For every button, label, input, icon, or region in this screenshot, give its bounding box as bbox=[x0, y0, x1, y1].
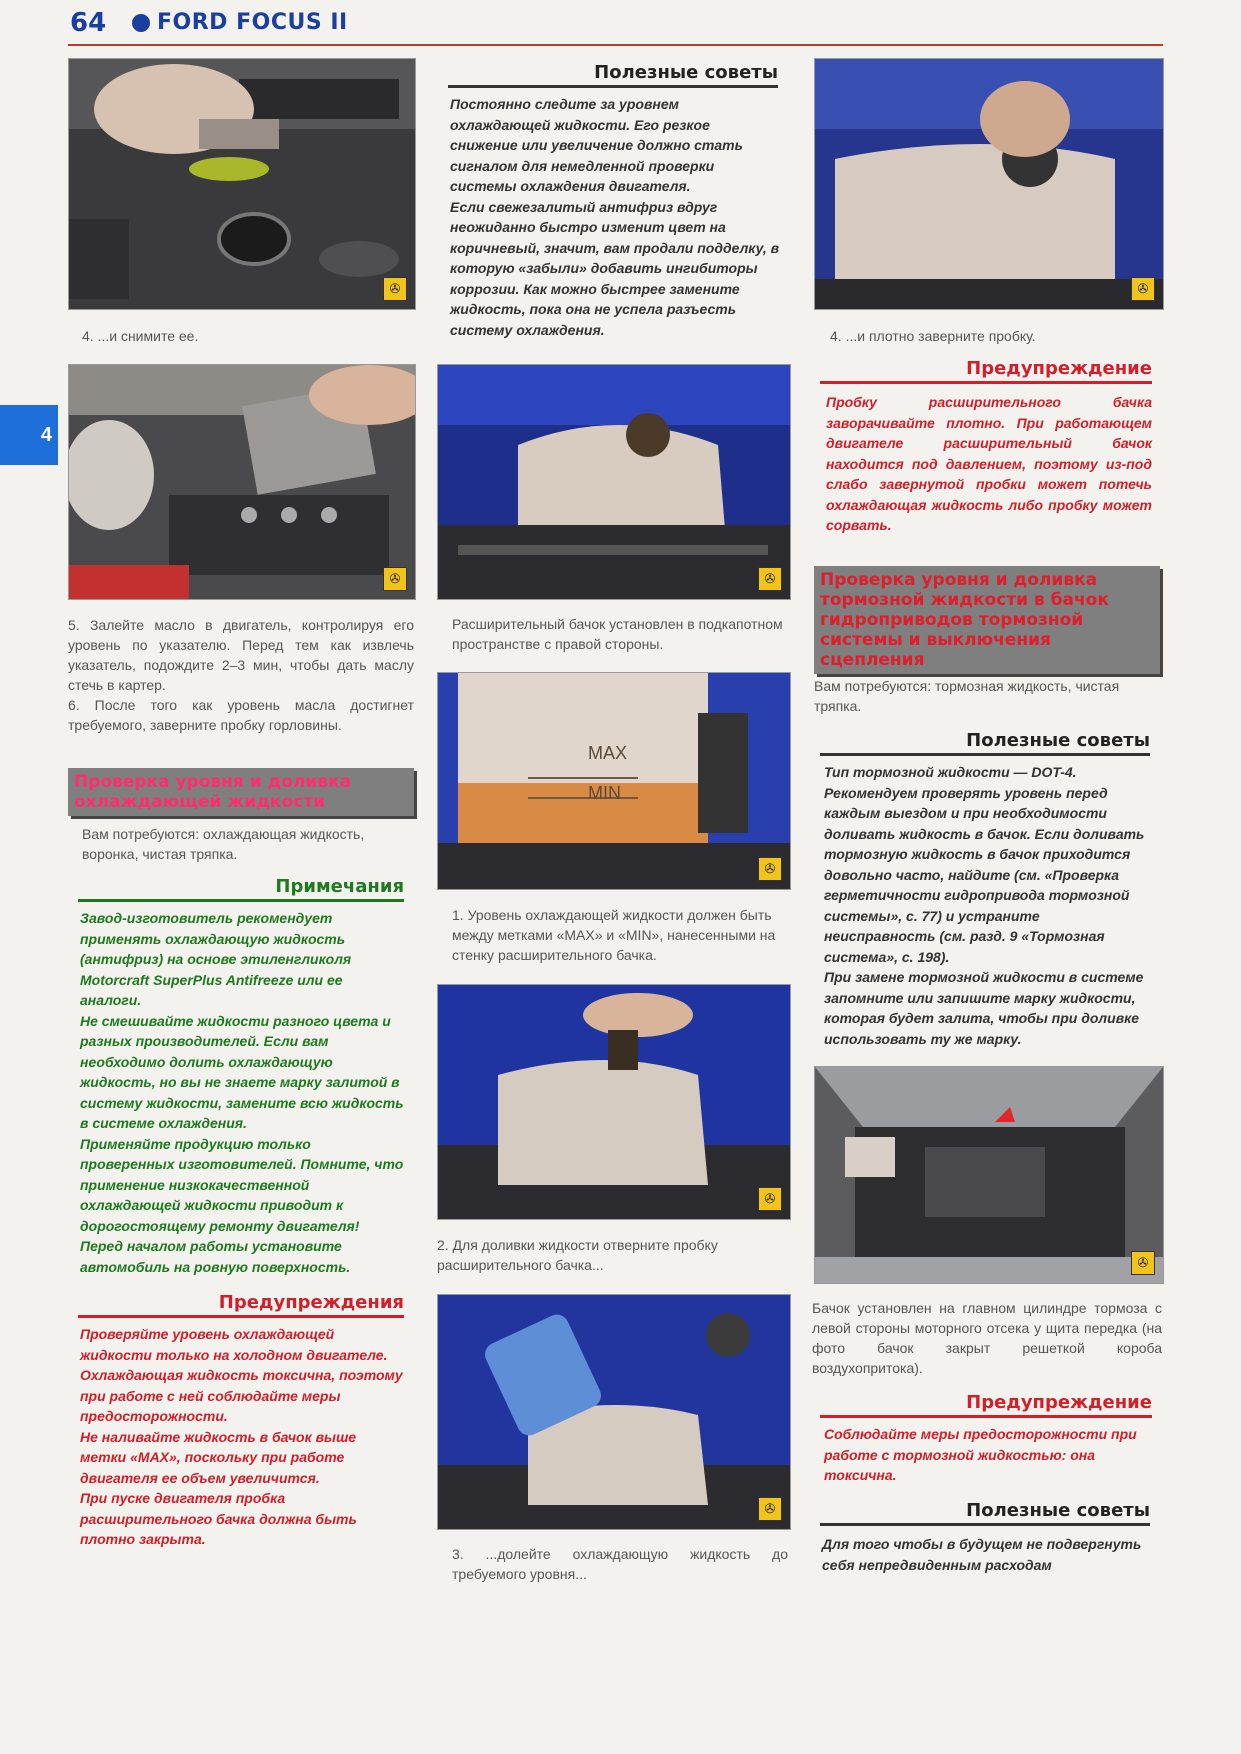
chapter-tab: 4 bbox=[0, 405, 58, 465]
warning-item: Не наливайте жидкость в бачок выше метки «MAX», поскольку при работе двигателя ее объем увеличится. bbox=[80, 1428, 357, 1486]
photo-caption: 3. ...долейте охлаждающую жидкость до требуемого уровня... bbox=[452, 1546, 788, 1582]
tips-text: Для того чтобы в будущем не подвергнуть себя непредвиденным расходам bbox=[822, 1536, 1142, 1573]
tool-icon: ✇ bbox=[1131, 277, 1155, 301]
photo-pour-oil bbox=[68, 364, 416, 600]
tip-item: Рекомендуем проверять уровень перед каждым выездом и при необходимости доливать жидкость в бачок. Если доливать тормозную жидкость в бачок приходится довольно часто, найдите (см. «Проверка герметичности гидропривода тормозной системы», с. 77) и устраните неисправность (см. разд. 9 «Тормозная система», с. 198). bbox=[824, 784, 1145, 965]
page-number: 64 bbox=[70, 8, 107, 38]
photo-expansion-tank bbox=[437, 364, 791, 600]
tool-icon: ✇ bbox=[758, 567, 782, 591]
photo-caption: 4. ...и снимите ее. bbox=[82, 328, 199, 344]
warning-heading: Предупреждение bbox=[820, 358, 1152, 384]
tool-icon: ✇ bbox=[383, 277, 407, 301]
tool-icon: ✇ bbox=[758, 1497, 782, 1521]
photo-tighten-cap bbox=[814, 58, 1164, 310]
photo-unscrew-cap bbox=[437, 984, 791, 1220]
brake-requirements: Вам потребуются: тормозная жидкость, чистая тряпка. bbox=[814, 678, 1120, 714]
note-item: Не смешивайте жидкости разного цвета и разных производителей. Если вам необходимо долить охлаждающую жидкость, но вы не знаете марку залитой в систему жидкости, замените всю жидкость в системе охлаждения. bbox=[80, 1012, 404, 1131]
tool-icon: ✇ bbox=[758, 857, 782, 881]
warnings-text bbox=[80, 1324, 404, 1550]
bullet-dot-icon bbox=[132, 14, 150, 32]
tip-item: Постоянно следите за уровнем охлаждающей жидкости. Его резкое снижение или увеличение должно стать сигналом для немедленной проверки системы охлаждения двигателя. bbox=[450, 96, 743, 194]
caption-step-5: 5. Залейте масло в двигатель, контролируя его уровень по указателю. Перед тем как извлечь указатель, подождите 2–3 мин, чтобы дать маслу стечь в картер. bbox=[68, 617, 414, 693]
section-title-coolant: Проверка уровня и доливка охлаждающей жидкости bbox=[68, 768, 414, 816]
photo-caption: Бачок установлен на главном цилиндре тормоза с левой стороны моторного отсека у щита передка (на фото бачок закрыт решеткой короба воздухопритока). bbox=[812, 1300, 1162, 1376]
tips-heading: Полезные советы bbox=[820, 730, 1150, 756]
tool-icon: ✇ bbox=[1131, 1251, 1155, 1275]
photo-max-min-marks bbox=[437, 672, 791, 890]
note-item: Применяйте продукцию только проверенных изготовителей. Помните, что применение низкокачественной охлаждающей жидкости приводит к дорогостоящему ремонту двигателя! bbox=[80, 1135, 404, 1234]
coolant-requirements: Вам потребуются: охлаждающая жидкость, воронка, чистая тряпка. bbox=[82, 826, 365, 862]
photo-engine-bay bbox=[814, 1066, 1164, 1284]
tip-item: Тип тормозной жидкости — DOT-4. bbox=[824, 764, 1077, 780]
header-divider bbox=[68, 44, 1163, 46]
warning-item: При пуске двигателя пробка расширительного бачка должна быть плотно закрыта. bbox=[80, 1490, 357, 1547]
min-mark-label: MIN bbox=[588, 783, 621, 803]
tip-item: Если свежезалитый антифриз вдруг неожиданно быстро изменит цвет на коричневый, значит, вам продали подделку, в которую «забыли» добавить ингибиторы коррозии. Как можно быстрее замените жидкость, пока она не успела разъесть систему охлаждения. bbox=[450, 198, 780, 338]
notes-text bbox=[80, 908, 404, 1277]
note-item: Завод-изготовитель рекомендует применять охлаждающую жидкость (антифриз) на основе этиленгликоля Motorcraft SuperPlus Antifreeze или ее аналоги. bbox=[80, 910, 352, 1008]
max-mark-label: MAX bbox=[588, 743, 628, 763]
tips-text bbox=[824, 762, 1152, 1049]
photo-caption: 4. ...и плотно заверните пробку. bbox=[830, 328, 1036, 344]
photo-top-up-coolant bbox=[437, 1294, 791, 1530]
tips-heading: Полезные советы bbox=[448, 62, 778, 88]
book-title: FORD FOCUS II bbox=[157, 10, 348, 35]
warning-text: Пробку расширительного бачка заворачивайте плотно. При работающем двигателе расширительный бачок находится под давлением, поэтому из-под слабо завернутой пробки может потечь охлаждающая жидкость либо пробку может сорвать. bbox=[826, 394, 1152, 533]
tip-item: При замене тормозной жидкости в системе запомните или запишите марку жидкости, которая будет залита, чтобы при доливке использовать ту же марку. bbox=[824, 969, 1144, 1047]
tips-heading: Полезные советы bbox=[820, 1500, 1150, 1526]
note-item: Перед началом работы установите автомобиль на ровную поверхность. bbox=[80, 1238, 351, 1275]
tool-icon: ✇ bbox=[383, 567, 407, 591]
caption-step-6: 6. После того как уровень масла достигнет требуемого, заверните пробку горловины. bbox=[68, 697, 414, 733]
tips-text bbox=[450, 94, 780, 340]
photo-remove-cap bbox=[68, 58, 416, 310]
notes-heading: Примечания bbox=[78, 876, 404, 902]
photo-caption: 2. Для доливки жидкости отверните пробку расширительного бачка... bbox=[437, 1237, 718, 1273]
warnings-heading: Предупреждения bbox=[78, 1292, 404, 1318]
warning-text: Соблюдайте меры предосторожности при работе с тормозной жидкостью: она токсична. bbox=[824, 1426, 1137, 1483]
photo-caption-oil bbox=[68, 615, 414, 735]
warning-item: Проверяйте уровень охлаждающей жидкости только на холодном двигателе. bbox=[80, 1326, 388, 1363]
section-title-brake: Проверка уровня и доливка тормозной жидкости в бачок гидроприводов тормозной системы и выключения сцепления bbox=[814, 566, 1160, 674]
warning-heading: Предупреждение bbox=[820, 1392, 1152, 1418]
tool-icon: ✇ bbox=[758, 1187, 782, 1211]
photo-caption: 1. Уровень охлаждающей жидкости должен быть между метками «MAX» и «MIN», нанесенными на стенку расширительного бачка. bbox=[452, 907, 776, 963]
photo-caption: Расширительный бачок установлен в подкапотном пространстве с правой стороны. bbox=[452, 616, 783, 652]
warning-item: Охлаждающая жидкость токсична, поэтому при работе с ней соблюдайте меры предосторожности. bbox=[80, 1367, 403, 1424]
